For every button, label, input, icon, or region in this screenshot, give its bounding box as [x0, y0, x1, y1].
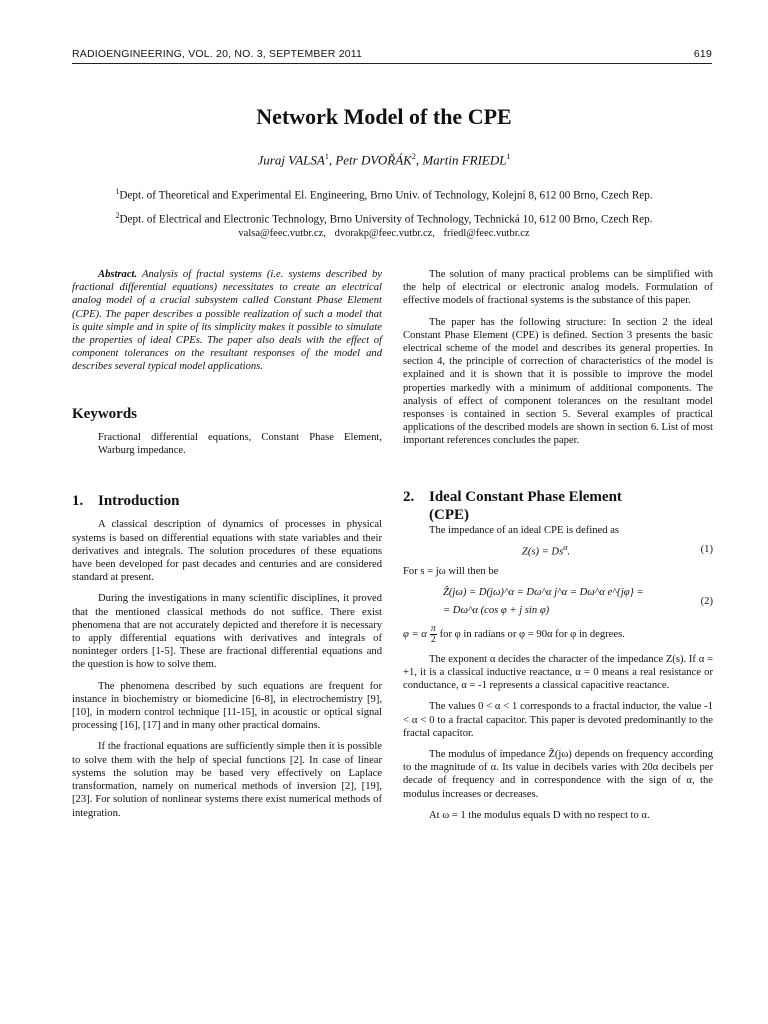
email-link[interactable]: valsa@feec.vutbr.cz,	[238, 228, 326, 239]
right-column	[403, 268, 713, 822]
equation-1: $Z(s) = Ds^\alpha$. (1)	[521, 542, 713, 558]
body-paragraph: The exponent α decides the character of the impedance Z(s). If α = +1, it is a classical inductive reactance, α = 0 means a real resistance or conductance, α = -1 represents a classical capacitive reactance.	[403, 653, 713, 692]
body-paragraph: The modulus of impedance Ẑ(jω) depends on frequency according to the magnitude of α. Its value in decibels varies with 20α decibels per decade of frequency and in correspondence with the sign of α, the modulus increases or decreases.	[403, 749, 713, 800]
equation-number: (2)	[700, 596, 713, 608]
intro-paragraph: The phenomena described by such equations are frequent for instance in biochemistry or biomedicine [6-8], in electrochemistry [9], [10], in modern control technique [11-15], in acoustic or optical signal processing [16], [17] and in many other practical domains.	[72, 680, 382, 732]
paper-title: Network Model of the CPE	[256, 104, 512, 129]
keywords-heading: Keywords	[72, 405, 137, 422]
phi-definition: φ = α $\frac{\pi}{2}$ for φ in radians or φ = 90α for φ in degrees.	[403, 623, 625, 645]
abstract: Abstract. Analysis of fractal systems (i.e. systems described by fractional differential equations) necessitates to create an electrical analog model of a crucial subsystem called Constant Phase Element (CPE). The paper describes a possible realization of such a model that is quite simple and in spite of its simplicity makes it possible to simulate the properties of ideal CPEs. The paper also deals with the effect of component tolerances on the resultant responses of the model and describes several typical model applications.	[72, 269, 382, 373]
body-paragraph: The values 0 < α < 1 corresponds to a fractal inductor, the value -1 < α < 0 to a fractal capacitor. This paper is devoted predominantly to the fractal capacitor.	[403, 701, 713, 739]
intro-paragraph: During the investigations in many scientific disciplines, it proved that the mentioned classical methods do not suffice. There exist phenomena that are not accurately depicted and therefore it is necessary to apply differential equations with derivatives and integrals of noninteger orders [1-5]. These are fractional differential equations and the question is how to solve them.	[72, 593, 382, 671]
running-header	[72, 48, 712, 64]
affiliation-2: $^2$Dept. of Electrical and Electronic Technology, Brno University of Technology, Technická 10, 612 00 Brno, Czech Rep.	[115, 210, 653, 226]
abstract-label: Abstract.	[98, 269, 138, 280]
author: Martin FRIEDL	[422, 152, 507, 168]
journal-name: RADIOENGINEERING, VOL. 20, NO. 3, SEPTEMBER 2011	[72, 48, 363, 60]
affiliations	[0, 182, 768, 229]
equation-number: (1)	[700, 544, 713, 556]
affiliation-1: $^1$Dept. of Theoretical and Experimental El. Engineering, Brno Univ. of Technology, Kolejní 8, 612 00 Brno, Czech Rep.	[115, 187, 653, 202]
fraction: $\frac{\pi}{2}$	[430, 623, 436, 645]
intro-paragraph: If the fractional equations are sufficiently simple then it is possible to solve them with the help of special functions [2]. In case of linear systems the solution may be based very effectively on Laplace transformation, namely on numerical methods of inversion [2], [19], [23]. For solution of nonlinear systems there exist numerical methods of integration.	[72, 741, 382, 819]
author: Petr DVOŘÁK	[335, 152, 412, 168]
body-paragraph: The impedance of an ideal CPE is defined as	[429, 524, 620, 536]
author-list: Juraj VALSA$^1$, Petr DVOŘÁK$^2$, Martin FRIEDL$^1$	[257, 152, 511, 168]
body-paragraph: For s = jω will then be	[403, 565, 499, 577]
email-link[interactable]: dvorakp@feec.vutbr.cz,	[334, 228, 435, 239]
author-emails	[0, 228, 768, 239]
author: Juraj VALSA	[257, 152, 325, 168]
section-heading-cpe: 2. Ideal Constant Phase Element (CPE)	[403, 488, 622, 523]
intro-paragraph: A classical description of dynamics of processes in physical systems is based on differential equations with state variables and their derivatives and integrals. The solution procedures of these equations have been developed for past decades and centuries and are considered standard at present.	[72, 519, 382, 584]
equation-2: Ẑ(jω) = D(jω)^α = Dω^α j^α = Dω^α e^{jφ} = = Dω^α (cos φ + j sin φ) (2)	[443, 586, 713, 616]
body-paragraph: At ω = 1 the modulus equals D with no respect to α.	[429, 809, 650, 821]
section-heading-introduction: 1. Introduction	[72, 493, 180, 510]
body-paragraph: The paper has the following structure: In section 2 the ideal Constant Phase Element (CPE) is defined. Section 3 presents the basic electrical scheme of the model and describes its general properties. In section 4, the principle of correction of characteristics of the model is explained and it is shown that it is possible to improve the model properties markedly with a minimum of additional components. The analysis of effect of component tolerances on the resultant model responses is contained in section 5. Several examples of practical applications of the described models are shown in section 6. List of most important references concludes the paper.	[403, 316, 713, 447]
body-paragraph: The solution of many practical problems can be simplified with the help of electrical or electronic analog models. Formulation of effective models of fractional systems is the substance of this paper.	[403, 269, 713, 307]
left-column	[72, 268, 382, 820]
page-number: 619	[693, 48, 712, 60]
email-link[interactable]: friedl@feec.vutbr.cz	[443, 228, 530, 239]
keywords-text: Fractional differential equations, Constant Phase Element, Warburg impedance.	[98, 431, 382, 457]
